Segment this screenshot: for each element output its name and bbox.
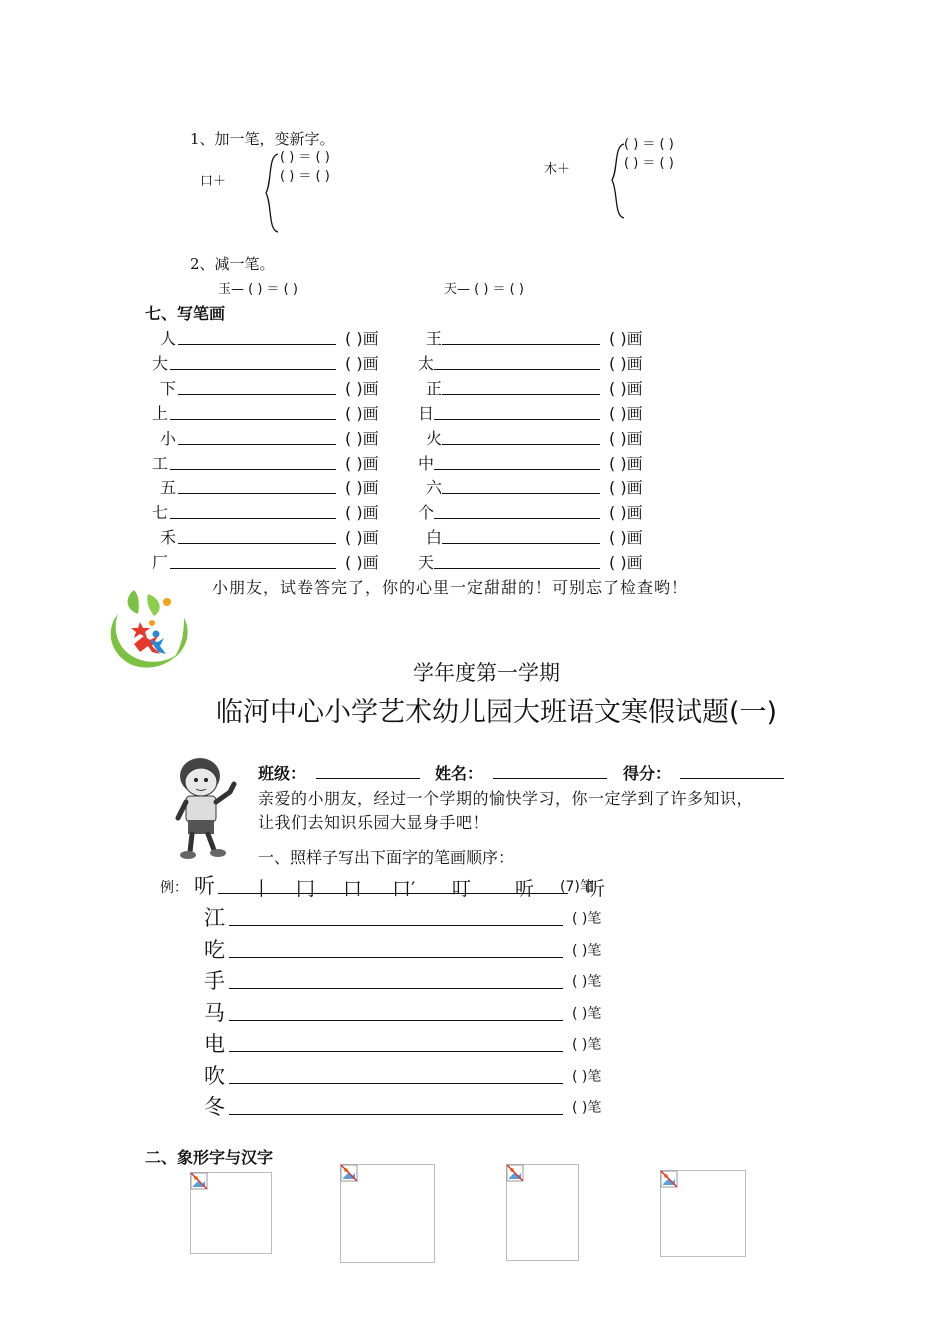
right-char: 白 [426, 528, 443, 548]
left-count: ( )画 [345, 528, 379, 548]
pictograph-image-4 [660, 1170, 746, 1257]
left-count: ( )画 [345, 353, 379, 373]
left-answer-line[interactable] [170, 451, 336, 470]
left-answer-line[interactable] [178, 426, 336, 445]
left-count: ( )画 [345, 378, 379, 398]
example-stroke: 口′ [392, 878, 416, 900]
stroke-order-row [0, 902, 950, 932]
broken-image-icon [506, 1164, 524, 1182]
right-count: ( )画 [609, 403, 643, 423]
right-char: 天 [418, 553, 435, 573]
example-stroke: 叮 [452, 878, 472, 900]
broken-image-icon [190, 1172, 208, 1190]
order-char: 吃 [204, 937, 225, 962]
left-answer-line[interactable] [178, 326, 336, 345]
term-heading: 学年度第一学期 [413, 661, 560, 685]
right-char: 正 [426, 378, 443, 398]
class-label: 班级： [258, 764, 307, 783]
example-stroke: 丨 [252, 878, 272, 900]
right-count: ( )画 [609, 353, 643, 373]
left-brace [262, 152, 282, 234]
left-char: 五 [160, 478, 177, 498]
left-char: 七 [152, 503, 169, 523]
order-answer-line[interactable] [229, 957, 563, 958]
right-answer-line[interactable] [434, 401, 600, 420]
q1-right-blank-2: ( ) ＝ ( ) [624, 156, 674, 171]
order-count: ( )笔 [572, 974, 602, 990]
left-answer-line[interactable] [170, 351, 336, 370]
q1-right-blank-1: ( ) ＝ ( ) [624, 137, 674, 152]
example-count: (7)笔 [560, 879, 594, 895]
left-char: 大 [152, 353, 169, 373]
left-answer-line[interactable] [170, 550, 336, 569]
example-stroke: 听 [586, 878, 606, 900]
pictograph-image-1 [190, 1172, 272, 1254]
left-count: ( )画 [345, 503, 379, 523]
left-count: ( )画 [345, 403, 379, 423]
example-stroke: 听 [515, 878, 535, 900]
order-answer-line[interactable] [229, 1083, 563, 1084]
stroke-order-row [0, 1091, 950, 1121]
q1-left-blank-1: ( ) ＝ ( ) [280, 150, 330, 165]
right-answer-line[interactable] [442, 376, 600, 395]
order-count: ( )笔 [572, 1037, 602, 1053]
exam-title: 临河中心小学艺术幼儿园大班语文寒假试题(一) [216, 697, 778, 728]
stroke-row [0, 475, 950, 500]
left-answer-line[interactable] [170, 500, 336, 519]
name-field[interactable] [493, 760, 607, 779]
right-count: ( )画 [609, 428, 643, 448]
order-char: 马 [204, 1000, 225, 1025]
q2-item-a: 玉— ( ) ＝ ( ) [218, 282, 298, 297]
stroke-row [0, 550, 950, 575]
order-count: ( )笔 [572, 1068, 602, 1085]
right-count: ( )画 [609, 378, 643, 398]
stroke-order-row [0, 1028, 950, 1058]
right-char: 王 [426, 329, 443, 348]
class-field[interactable] [316, 760, 420, 779]
stroke-row [0, 426, 950, 451]
right-count: ( )画 [609, 553, 643, 573]
score-label: 得分： [623, 764, 672, 783]
left-answer-line[interactable] [178, 376, 336, 395]
order-char: 手 [204, 969, 225, 993]
left-count: ( )画 [345, 428, 379, 448]
left-char: 人 [160, 329, 177, 348]
score-field[interactable] [680, 760, 784, 779]
stroke-row [0, 376, 950, 401]
intro-line-1: 亲爱的小朋友，经过一个学期的愉快学习，你一定学到了许多知识， [258, 789, 754, 808]
right-answer-line[interactable] [434, 550, 600, 569]
left-count: ( )画 [345, 553, 379, 573]
right-char: 六 [426, 478, 443, 498]
left-count: ( )画 [345, 329, 379, 348]
left-char: 工 [152, 453, 169, 473]
name-label: 姓名： [435, 764, 484, 783]
left-char: 小 [160, 428, 177, 448]
section7-title: 七、写笔画 [145, 304, 226, 323]
left-char: 上 [152, 403, 169, 423]
order-char: 江 [204, 906, 225, 930]
left-count: ( )画 [345, 453, 379, 473]
order-count: ( )笔 [572, 942, 602, 959]
broken-image-icon [660, 1170, 678, 1188]
left-char: 禾 [160, 528, 177, 548]
left-char: 下 [160, 378, 177, 398]
order-answer-line[interactable] [229, 988, 563, 989]
q1-left-char: 口＋ [200, 174, 227, 189]
right-answer-line[interactable] [434, 451, 600, 470]
order-char: 吹 [204, 1063, 225, 1088]
q1-stroke-order-title: 一、照样子写出下面字的笔画顺序： [258, 848, 515, 867]
stroke-order-row [0, 997, 950, 1027]
stroke-row [0, 525, 950, 550]
order-char: 冬 [204, 1095, 225, 1119]
order-count: ( )笔 [572, 911, 602, 927]
order-count: ( )笔 [572, 1005, 602, 1022]
boy-illustration [174, 756, 244, 862]
q2-remove-stroke-label: 2、减一笔。 [190, 255, 275, 273]
right-char: 太 [418, 353, 435, 373]
right-char: 火 [426, 428, 443, 448]
right-count: ( )画 [609, 503, 643, 523]
left-answer-line[interactable] [178, 475, 336, 494]
right-answer-line[interactable] [442, 326, 600, 345]
pictograph-image-3 [506, 1164, 579, 1261]
example-label: 例： [160, 880, 188, 896]
stroke-row [0, 326, 950, 351]
right-count: ( )画 [609, 329, 643, 348]
right-answer-line[interactable] [442, 475, 600, 494]
example-char: 听 [194, 874, 215, 898]
q1-left-blank-2: ( ) ＝ ( ) [280, 169, 330, 184]
q2-item-b: 天— ( ) ＝ ( ) [444, 282, 524, 297]
stroke-order-row [0, 934, 950, 964]
order-char: 电 [204, 1032, 225, 1056]
stroke-order-row [0, 1060, 950, 1090]
left-answer-line[interactable] [170, 401, 336, 420]
example-stroke: 冂 [296, 878, 316, 900]
q1-add-stroke-label: 1、加一笔，变新字。 [190, 130, 335, 148]
stroke-row [0, 500, 950, 525]
order-answer-line[interactable] [229, 1114, 563, 1115]
right-count: ( )画 [609, 453, 643, 473]
pictograph-image-2 [340, 1164, 435, 1263]
stroke-order-row [0, 965, 950, 995]
broken-image-icon [340, 1164, 358, 1182]
right-count: ( )画 [609, 528, 643, 548]
stroke-row [0, 451, 950, 476]
stroke-row [0, 351, 950, 376]
right-answer-line[interactable] [434, 351, 600, 370]
kindergarten-logo [104, 580, 192, 672]
order-answer-line[interactable] [229, 925, 563, 926]
left-answer-line[interactable] [178, 525, 336, 544]
example-stroke: 口 [343, 878, 363, 900]
order-answer-line[interactable] [229, 1051, 563, 1052]
q1-right-char: 木＋ [544, 162, 571, 177]
section2-title: 二、象形字与汉字 [145, 1148, 274, 1167]
right-count: ( )画 [609, 478, 643, 498]
right-char: 中 [418, 453, 435, 473]
order-count: ( )笔 [572, 1100, 602, 1116]
intro-line-2: 让我们去知识乐园大显身手吧！ [258, 813, 490, 832]
right-answer-line[interactable] [434, 500, 600, 519]
order-answer-line[interactable] [229, 1020, 563, 1021]
right-char: 个 [418, 503, 435, 523]
stroke-row [0, 401, 950, 426]
right-char: 日 [418, 403, 435, 423]
left-count: ( )画 [345, 478, 379, 498]
left-char: 厂 [152, 553, 169, 573]
closing-message: 小朋友，试卷答完了，你的心里一定甜甜的！可别忘了检查哟！ [212, 578, 689, 597]
right-answer-line[interactable] [442, 525, 600, 544]
right-answer-line[interactable] [442, 426, 600, 445]
